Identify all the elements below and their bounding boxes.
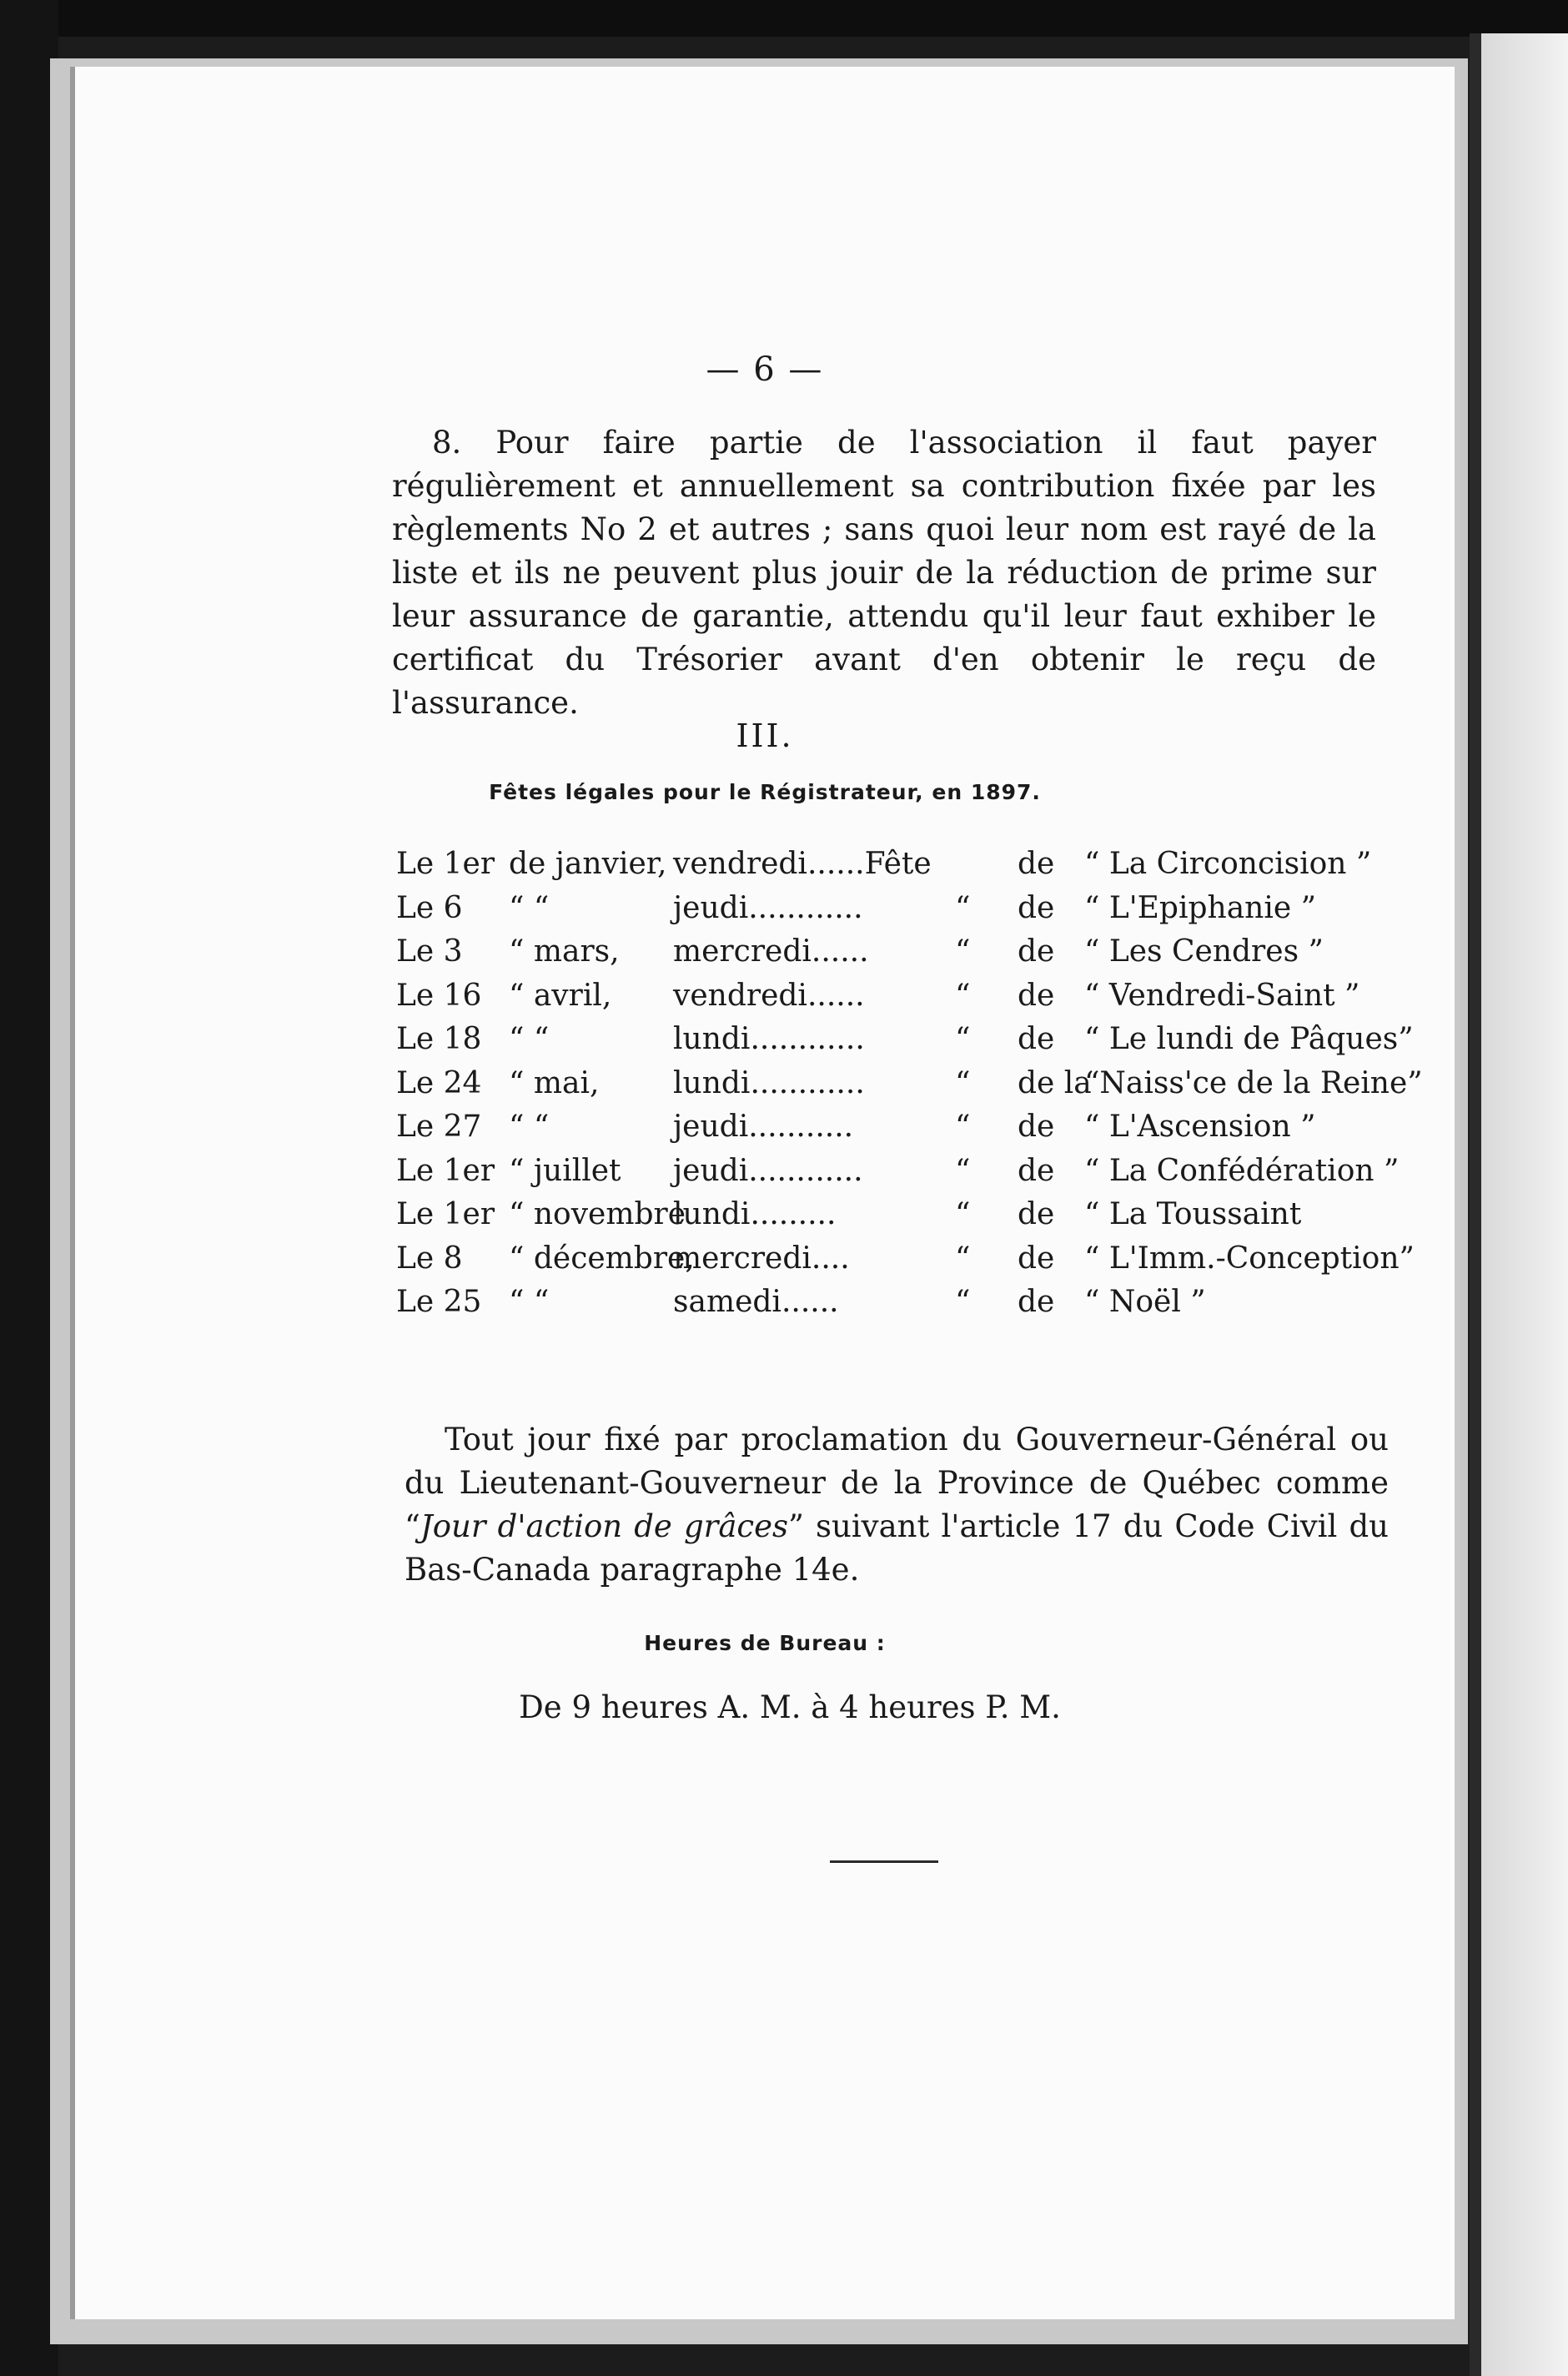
holiday-jour: mercredi.... bbox=[673, 1241, 850, 1276]
holiday-nom: “ Les Cendres ” bbox=[1084, 934, 1324, 969]
closing-text-after: suivant l'article 17 du Code Civil du Bas-Canada paragraphe 14e. bbox=[405, 1508, 1389, 1588]
document-page bbox=[70, 67, 1455, 2319]
holiday-nom: “Naiss'ce de la Reine” bbox=[1084, 1065, 1423, 1100]
holiday-mois: “ juillet bbox=[509, 1153, 621, 1188]
holiday-row bbox=[396, 1110, 1414, 1154]
holiday-mois: “ “ bbox=[509, 1022, 550, 1056]
holiday-nom: “ L'Epiphanie ” bbox=[1084, 890, 1317, 925]
holiday-nom: “ L'Imm.-Conception” bbox=[1084, 1241, 1415, 1276]
holiday-jour: samedi...... bbox=[673, 1285, 839, 1319]
holiday-ditto: “ bbox=[955, 978, 971, 1013]
holiday-le: Le 25 bbox=[396, 1285, 482, 1319]
holiday-nom: “ La Toussaint bbox=[1084, 1197, 1302, 1231]
holiday-jour: jeudi............ bbox=[673, 890, 863, 925]
holiday-ditto: “ bbox=[955, 1153, 971, 1188]
holiday-prep: de bbox=[1018, 1241, 1055, 1276]
holiday-nom: “ Noël ” bbox=[1084, 1285, 1206, 1319]
holiday-row bbox=[396, 979, 1414, 1023]
holiday-prep: de bbox=[1018, 890, 1055, 925]
holiday-mois: “ “ bbox=[509, 1110, 550, 1144]
holiday-jour: vendredi......Fête bbox=[673, 847, 932, 881]
article-text: Pour faire partie de l'association il faut payer régulièrement et annuellement sa contribution fixée par les règlements No 2 et autres ; sans quoi leur nom est rayé de la liste et ils ne peuvent plus jouir de la réduction de prime sur leur assurance de garantie, attendu qu'il leur faut exhiber le certificat du Trésorier avant d'en obtenir le reçu de l'assurance. bbox=[392, 425, 1376, 721]
holiday-prep: de bbox=[1018, 978, 1055, 1013]
next-page-edge bbox=[1470, 33, 1568, 2376]
holiday-ditto: “ bbox=[955, 1197, 971, 1231]
holiday-nom: “ L'Ascension ” bbox=[1084, 1110, 1316, 1144]
closing-italic: Jour d'action de grâces bbox=[420, 1508, 788, 1544]
closing-text-before: Tout jour fixé par proclamation du Gouverneur-Général ou du Lieutenant-Gouverneur de la Province de Québec comme bbox=[405, 1422, 1389, 1501]
article-number: 8. bbox=[432, 425, 462, 461]
holiday-jour: lundi............ bbox=[673, 1022, 865, 1056]
holiday-le: Le 1er bbox=[396, 847, 495, 881]
holiday-le: Le 1er bbox=[396, 1197, 495, 1231]
holiday-row bbox=[396, 1197, 1414, 1241]
holiday-nom: “ La Confédération ” bbox=[1084, 1153, 1400, 1188]
holiday-mois: “ novembre bbox=[509, 1197, 686, 1231]
holiday-ditto: “ bbox=[955, 890, 971, 925]
holiday-jour: mercredi...... bbox=[673, 934, 869, 969]
holiday-ditto: “ bbox=[955, 1022, 971, 1056]
holiday-row bbox=[396, 1241, 1414, 1286]
page-number: — 6 — bbox=[706, 350, 824, 389]
holiday-le: Le 8 bbox=[396, 1241, 463, 1276]
section-number: III. bbox=[736, 717, 794, 754]
holiday-row bbox=[396, 934, 1414, 979]
holiday-nom: “ Le lundi de Pâques” bbox=[1084, 1022, 1414, 1056]
holiday-mois: “ mars, bbox=[509, 934, 620, 969]
holiday-jour: vendredi...... bbox=[673, 978, 865, 1013]
quote-open: “ bbox=[405, 1508, 420, 1544]
holiday-ditto: “ bbox=[955, 1285, 971, 1319]
holiday-prep: de bbox=[1018, 1197, 1055, 1231]
holidays-table bbox=[396, 847, 1423, 1329]
holiday-row bbox=[396, 847, 1414, 891]
holiday-prep: de bbox=[1018, 847, 1055, 881]
office-hours-heading: Heures de Bureau : bbox=[644, 1631, 886, 1655]
holiday-prep: de bbox=[1018, 1022, 1055, 1056]
holiday-row bbox=[396, 891, 1414, 935]
scan-border-top bbox=[0, 0, 1568, 37]
article-8 bbox=[392, 421, 1376, 725]
holiday-mois: “ avril, bbox=[509, 978, 612, 1013]
holiday-mois: “ mai, bbox=[509, 1065, 600, 1100]
holiday-row bbox=[396, 1154, 1414, 1198]
quote-close: ” bbox=[787, 1508, 804, 1544]
holiday-prep: de la bbox=[1018, 1065, 1092, 1100]
holiday-le: Le 27 bbox=[396, 1110, 482, 1144]
holiday-le: Le 3 bbox=[396, 934, 463, 969]
holiday-ditto: “ bbox=[955, 1065, 971, 1100]
holiday-le: Le 1er bbox=[396, 1153, 495, 1188]
holiday-row bbox=[396, 1022, 1414, 1066]
office-hours-text: De 9 heures A. M. à 4 heures P. M. bbox=[519, 1689, 1061, 1725]
holiday-jour: lundi......... bbox=[673, 1197, 837, 1231]
holiday-prep: de bbox=[1018, 1153, 1055, 1188]
holiday-prep: de bbox=[1018, 1285, 1055, 1319]
holiday-le: Le 6 bbox=[396, 890, 463, 925]
holiday-prep: de bbox=[1018, 1110, 1055, 1144]
holiday-le: Le 24 bbox=[396, 1065, 482, 1100]
holiday-row bbox=[396, 1065, 1423, 1110]
holidays-heading: Fêtes légales pour le Régistrateur, en 1897. bbox=[489, 780, 1041, 804]
holiday-row bbox=[396, 1285, 1414, 1329]
holiday-le: Le 18 bbox=[396, 1022, 482, 1056]
holiday-prep: de bbox=[1018, 934, 1055, 969]
holiday-ditto: “ bbox=[955, 934, 971, 969]
holiday-mois: de janvier, bbox=[509, 847, 667, 881]
holiday-mois: “ “ bbox=[509, 890, 550, 925]
holiday-ditto: “ bbox=[955, 1110, 971, 1144]
holiday-jour: lundi............ bbox=[673, 1065, 865, 1100]
holiday-mois: “ “ bbox=[509, 1285, 550, 1319]
holiday-nom: “ Vendredi-Saint ” bbox=[1084, 978, 1360, 1013]
holiday-jour: jeudi............ bbox=[673, 1153, 863, 1188]
holiday-ditto: “ bbox=[955, 1241, 971, 1276]
holiday-le: Le 16 bbox=[396, 978, 482, 1013]
holiday-jour: jeudi........... bbox=[673, 1110, 854, 1144]
closing-paragraph bbox=[405, 1418, 1389, 1592]
holiday-mois: “ décembre, bbox=[509, 1241, 695, 1276]
end-rule bbox=[830, 1860, 938, 1863]
holiday-nom: “ La Circoncision ” bbox=[1084, 847, 1372, 881]
